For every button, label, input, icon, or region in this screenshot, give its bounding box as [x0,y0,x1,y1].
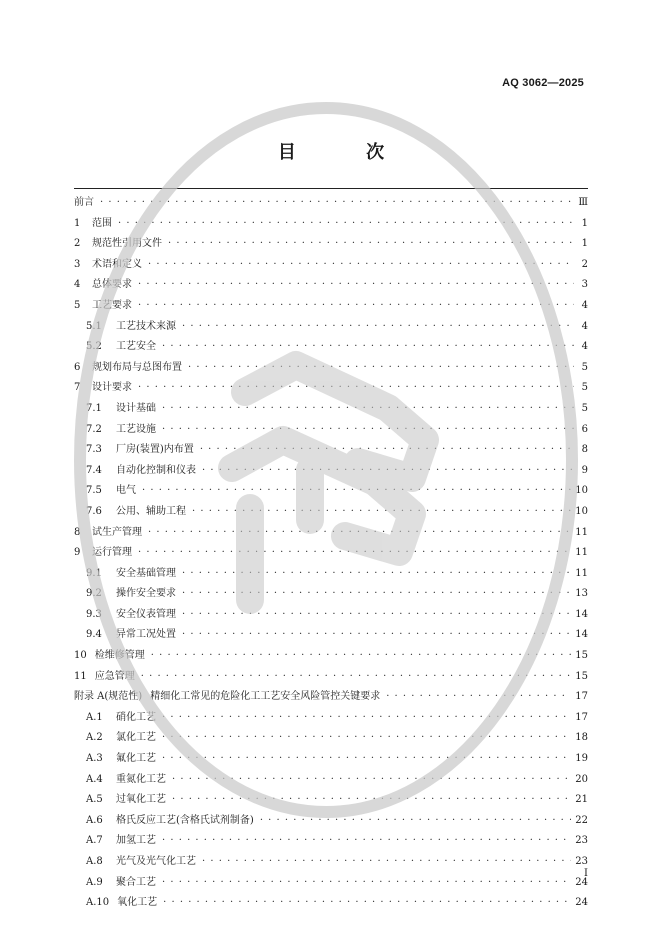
toc-leader-dots [188,358,574,379]
toc-leader-dots [200,440,574,461]
toc-entry[interactable] [74,728,588,749]
toc-entry[interactable] [74,399,588,420]
toc-entry-title: 过氧化工艺 [116,794,166,806]
toc-entry-title: 自动化控制和仪表 [116,464,196,476]
toc-entry-number: 5 [74,299,81,311]
toc-entry-page: 2 [581,258,588,270]
toc-entry[interactable] [74,873,588,894]
toc-entry-page: 3 [581,279,588,291]
toc-entry-title: 氯化工艺 [116,732,156,744]
toc-entry[interactable] [74,770,588,791]
toc-entry-number: 3 [74,258,81,270]
toc-entry-number: A.5 [86,794,103,806]
toc-entry-page: 5 [581,382,588,394]
toc-entry-page: 10 [575,505,588,517]
toc-entry-title: 设计要求 [92,382,132,394]
toc-entry-title: 异常工况处置 [116,629,176,641]
toc-entry-number: A.3 [86,753,103,765]
toc-entry-page: 20 [575,773,588,785]
toc-entry-title: 工艺安全 [116,341,156,353]
toc-entry-page: 11 [575,547,588,559]
toc-entry-title: 氟化工艺 [116,753,156,765]
toc-entry[interactable] [74,605,588,626]
toc-entry-title: 光气及光气化工艺 [116,856,196,867]
toc-entry-number: 7.2 [86,423,102,435]
toc-entry-title: 规范性引用文件 [92,238,162,250]
toc-entry-page: 17 [575,691,588,703]
toc-entry[interactable] [74,687,588,708]
toc-entry-title: 术语和定义 [92,258,142,270]
toc-entry-title: 硝化工艺 [116,711,156,723]
toc-entry-title: 规划布局与总图布置 [92,361,182,373]
toc-entry-page: 15 [575,650,588,662]
toc-entry-page: 21 [575,794,588,806]
toc-entry-title: 工艺技术来源 [116,320,176,332]
toc-entry-number: A.2 [86,732,103,744]
toc-leader-dots [151,646,572,667]
toc-entry[interactable] [74,543,588,564]
toc-leader-dots [386,687,571,708]
toc-entry-page: 14 [575,629,588,641]
toc-leader-dots [182,584,571,605]
toc-entry-title: 工艺要求 [92,299,132,311]
toc-entry-title: 运行管理 [92,547,132,559]
toc-leader-dots [168,234,574,255]
toc-entry-number: 9.4 [86,629,102,641]
toc-entry-title: 设计基础 [116,402,156,414]
toc-leader-dots [172,770,571,791]
toc-leader-dots [138,296,574,317]
toc-leader-dots [162,420,574,441]
toc-entry-page: 1 [581,238,588,250]
toc-leader-dots [141,667,572,688]
toc-leader-dots [192,502,571,523]
toc-entry[interactable] [74,214,588,235]
page-title: 目 次 [277,142,417,163]
toc-entry[interactable] [74,564,588,585]
toc-entry[interactable] [74,749,588,770]
toc-entry-title: 厂房(装置)内布置 [116,444,194,456]
toc-entry[interactable] [74,625,588,646]
toc-leader-dots [100,193,574,214]
toc-entry-title: 加氢工艺 [116,835,156,847]
toc-entry[interactable] [74,502,588,523]
toc-leader-dots [260,811,571,832]
toc-entry[interactable] [74,193,588,214]
toc-entry-page: 14 [575,608,588,620]
toc-entry-page: 19 [575,753,588,765]
toc-leader-dots [138,543,571,564]
toc-leader-dots [182,605,571,626]
toc-entry-number: 附录 A(规范性) [74,691,143,703]
toc-entry-page: 23 [575,856,588,867]
toc-entry[interactable] [74,667,588,688]
toc-entry[interactable] [74,255,588,276]
toc-leader-dots [162,728,571,749]
toc-entry-number: 9.1 [86,567,102,579]
toc-entry-page: 24 [575,876,588,888]
toc-leader-dots [202,461,574,482]
toc-entry-number: 8 [74,526,81,538]
toc-entry-title: 氧化工艺 [117,897,158,909]
toc-entry[interactable] [74,811,588,832]
toc-entry-number: 2 [74,238,81,250]
toc-entry-page: 8 [581,444,588,456]
toc-entry-title: 电气 [116,485,136,497]
toc-entry-page: 11 [575,526,588,538]
toc-entry-title: 应急管理 [94,670,135,682]
toc-entry-number: 10 [74,650,87,662]
toc-entry[interactable] [74,893,588,914]
toc-entry-title: 工艺设施 [116,423,156,435]
toc-entry[interactable] [74,831,588,852]
toc-entry[interactable] [74,296,588,317]
toc-leader-dots [182,625,571,646]
toc-entry-number: 9.2 [86,588,102,600]
toc-entry-number: 7.6 [86,505,102,517]
toc-leader-dots [202,852,571,873]
toc-leader-dots [118,214,574,235]
toc-leader-dots [142,481,571,502]
toc-entry-page: 1 [581,217,588,229]
toc-entry-number: A.7 [86,835,103,847]
toc-entry-number: A.1 [86,711,103,723]
toc-entry-page: 6 [581,423,588,435]
toc-entry-number: A.4 [86,773,103,785]
toc-entry-title: 聚合工艺 [116,876,156,888]
toc-entry[interactable] [74,481,588,502]
footer-page-number: I [584,868,588,879]
toc-entry-page: 10 [575,485,588,497]
toc-entry-number: 11 [74,670,87,682]
toc-leader-dots [162,399,574,420]
toc-entry-number: 4 [74,279,81,291]
toc-entry[interactable] [74,275,588,296]
toc-entry-number: 5.2 [86,341,102,353]
toc-entry[interactable] [74,646,588,667]
toc-list [74,193,588,914]
toc-entry-title: 检维修管理 [94,650,145,662]
toc-entry-number: 5.1 [86,320,102,332]
toc-entry-number: 9.3 [86,608,102,620]
toc-entry[interactable] [74,584,588,605]
toc-entry-number: A.10 [86,897,110,909]
toc-entry[interactable] [74,378,588,399]
toc-entry-page: 24 [575,897,588,909]
toc-entry-number: 7 [74,382,81,394]
toc-entry[interactable] [74,358,588,379]
toc-entry-title: 安全仪表管理 [116,608,176,620]
toc-entry-number: 9 [74,547,81,559]
toc-entry-page: 4 [581,341,588,353]
title-divider [74,188,588,189]
toc-entry-page: Ⅲ [578,197,588,208]
toc-entry-title: 公用、辅助工程 [116,505,186,517]
toc-leader-dots [162,831,571,852]
toc-entry-page: 13 [575,588,588,600]
toc-entry-number: 7.5 [86,485,102,497]
toc-entry-number: 6 [74,361,81,373]
toc-entry-page: 18 [575,732,588,744]
toc-entry-page: 9 [581,464,588,476]
toc-entry-title: 试生产管理 [92,526,142,538]
toc-entry-page: 15 [575,670,588,682]
toc-entry-page: 17 [575,711,588,723]
toc-entry-title: 范围 [92,217,112,229]
toc-entry-page: 5 [581,361,588,373]
toc-leader-dots [162,708,571,729]
toc-entry-page: 5 [581,402,588,414]
toc-leader-dots [148,523,571,544]
toc-entry-number: 7.1 [86,402,102,414]
toc-leader-dots [163,893,571,914]
toc-entry-title: 格氏反应工艺(含格氏试剂制备) [116,814,254,826]
toc-leader-dots [182,564,571,585]
toc-leader-dots [182,317,574,338]
toc-entry-number: 7.3 [86,444,102,456]
toc-entry-title: 精细化工常见的危险化工工艺安全风险管控关键要求 [150,691,381,703]
toc-entry-page: 4 [581,320,588,332]
toc-entry[interactable] [74,317,588,338]
toc-entry[interactable] [74,708,588,729]
toc-entry[interactable] [74,523,588,544]
toc-entry-page: 4 [581,299,588,311]
toc-entry[interactable] [74,337,588,358]
document-code: AQ 3062—2025 [502,77,584,89]
toc-leader-dots [162,749,571,770]
toc-leader-dots [162,873,571,894]
toc-entry-number: 1 [74,217,81,229]
toc-entry-title: 操作安全要求 [116,588,176,600]
toc-leader-dots [172,790,571,811]
toc-leader-dots [138,275,574,296]
toc-entry-number: A.8 [86,856,103,867]
toc-entry-page: 22 [575,814,588,826]
toc-entry-number: 7.4 [86,464,102,476]
toc-entry-number: A.6 [86,814,103,826]
toc-entry-title: 总体要求 [92,279,132,291]
toc-leader-dots [138,378,574,399]
toc-leader-dots [162,337,574,358]
toc-entry-page: 23 [575,835,588,847]
toc-entry-page: 11 [575,567,588,579]
toc-entry[interactable] [74,852,588,873]
toc-entry-title: 安全基础管理 [116,567,176,579]
toc-entry[interactable] [74,420,588,441]
toc-entry-title: 前言 [74,197,94,208]
toc-leader-dots [148,255,574,276]
toc-entry[interactable] [74,440,588,461]
toc-entry[interactable] [74,461,588,482]
toc-entry[interactable] [74,234,588,255]
toc-entry[interactable] [74,790,588,811]
toc-entry-title: 重氮化工艺 [116,773,166,785]
toc-entry-number: A.9 [86,876,103,888]
